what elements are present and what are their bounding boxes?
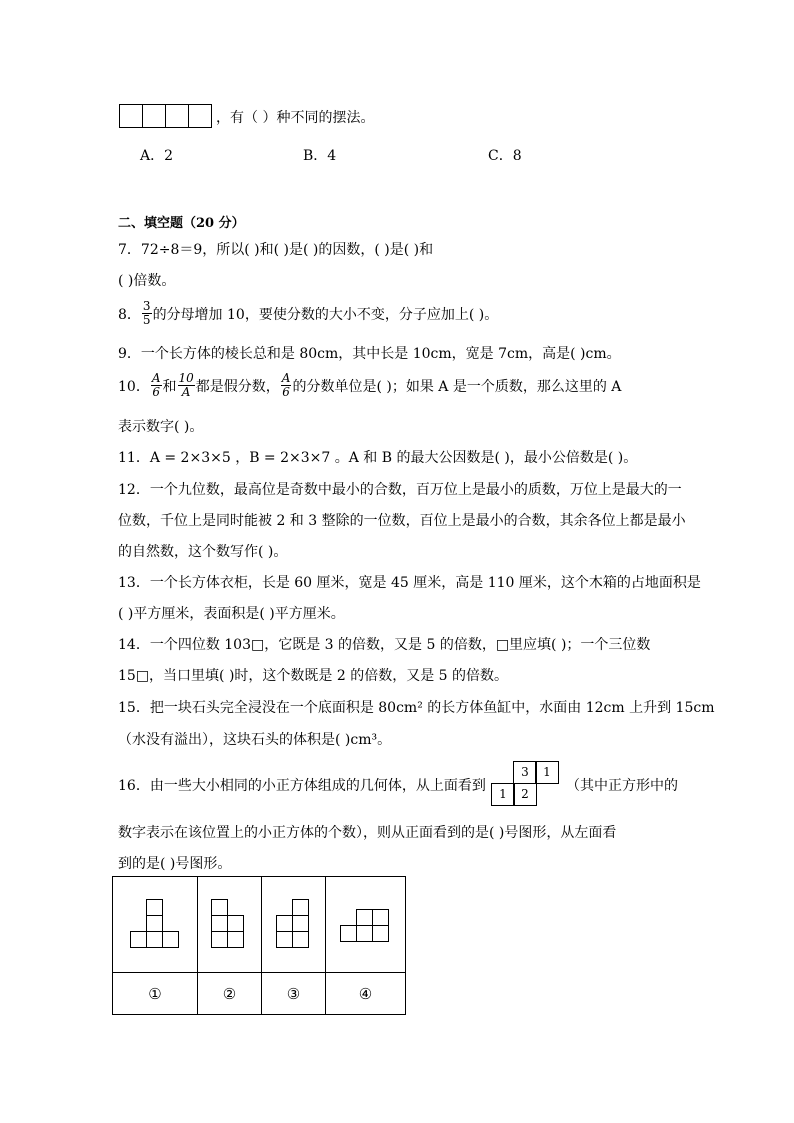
unit-square	[356, 909, 373, 926]
box	[165, 104, 189, 128]
figure-1	[113, 877, 197, 972]
unit-square	[146, 915, 163, 932]
unit-square	[146, 899, 163, 916]
unit-square	[276, 915, 293, 932]
figure-label-3: ③	[262, 973, 326, 1015]
unit-square	[162, 931, 179, 948]
unit-square	[227, 915, 244, 932]
unit-square	[276, 931, 293, 948]
q8-frac-num: 3	[142, 299, 151, 313]
q8-fraction	[142, 300, 152, 327]
q10-f1-den: 6	[152, 385, 160, 399]
q6-tail: ，有（ ）种不同的摆法。	[216, 110, 375, 126]
figure-1-cell	[113, 877, 198, 973]
figure-4-cell	[326, 877, 406, 973]
q10-f2-den: A	[181, 385, 191, 399]
grid-cell: 2	[513, 783, 537, 806]
q8-text: 的分母增加 10，要使分数的大小不变，分子应加上( )。	[152, 306, 499, 323]
q16-line2: 数字表示在该位置上的小正方体的个数），则从正面看到的是( )号图形，从左面看	[118, 825, 617, 841]
unit-square	[211, 915, 228, 932]
q7-line2: ( )倍数。	[118, 273, 176, 289]
q16-line3: 到的是( )号图形。	[118, 856, 232, 872]
q13-line2: ( )平方厘米，表面积是( )平方厘米。	[118, 606, 345, 622]
q10	[118, 372, 621, 399]
q6-option-a[interactable]: A．2	[140, 148, 174, 164]
q14-line2: 15□，当口里填( )时，这个数既是 2 的倍数，又是 5 的倍数。	[118, 668, 509, 684]
q10-tail: 的分数单位是( )；如果 A 是一个质数，那么这里的 A	[292, 378, 622, 395]
q16-line1-post: （其中正方形中的	[566, 778, 678, 794]
unit-square	[372, 925, 389, 942]
q9: 9．一个长方体的棱长总和是 80cm，其中长是 10cm，宽是 7cm，高是( )cm。	[118, 346, 621, 362]
grid-cell: 3	[513, 761, 537, 784]
unit-square	[292, 931, 309, 948]
unit-square	[340, 925, 357, 942]
q10-mid: 都是假分数，	[195, 378, 280, 395]
q10-line2: 表示数字( )。	[118, 419, 204, 435]
q10-fraction-2	[178, 372, 195, 399]
q15-line2: （水没有溢出），这块石头的体积是( )cm³。	[118, 732, 392, 748]
box	[142, 104, 166, 128]
figure-3-cell	[262, 877, 326, 973]
q10-number: 10．	[118, 378, 150, 395]
q12-line3: 的自然数，这个数写作( )。	[118, 544, 288, 560]
figure-4	[326, 877, 405, 972]
unit-square	[292, 899, 309, 916]
q6-option-c[interactable]: C．8	[488, 148, 522, 164]
q10-fraction-1	[151, 372, 162, 399]
top-view-grid	[490, 761, 560, 805]
q10-and: 和	[162, 378, 177, 395]
unit-square	[211, 931, 228, 948]
section-title: 二、填空题（20 分）	[118, 216, 245, 231]
views-table	[112, 876, 406, 1015]
q10-f1-num: A	[151, 371, 161, 385]
q16-line1-pre: 16．由一些大小相同的小正方体组成的几何体，从上面看到	[118, 778, 486, 794]
unit-square	[292, 915, 309, 932]
q13-line1: 13．一个长方体衣柜，长是 60 厘米，宽是 45 厘米，高是 110 厘米，这个木箱的占地面积是	[118, 575, 701, 591]
figure-3	[262, 877, 325, 972]
q8	[118, 300, 498, 327]
figure-2-cell	[198, 877, 262, 973]
unit-square	[211, 899, 228, 916]
unit-square	[130, 931, 147, 948]
q11: 11．A = 2×3×5 ，B = 2×3×7 。A 和 B 的最大公因数是( )，最小公倍数是( )。	[118, 450, 638, 466]
unit-square	[372, 909, 389, 926]
q10-f2-num: 10	[178, 371, 194, 385]
q14-line1: 14．一个四位数 103□，它既是 3 的倍数，又是 5 的倍数，□里应填( )；一个三位数	[118, 637, 651, 653]
box	[119, 104, 143, 128]
q10-f3-den: 6	[282, 385, 290, 399]
figure-label-4: ④	[326, 973, 406, 1015]
q10-f3-num: A	[281, 371, 291, 385]
unit-square	[146, 931, 163, 948]
unit-square	[356, 925, 373, 942]
figure-2	[198, 877, 261, 972]
arrangement-boxes	[120, 104, 212, 128]
q7-line1: 7．72÷8＝9，所以( )和( )是( )的因数，( )是( )和	[118, 242, 434, 258]
q12-line1: 12．一个九位数，最高位是奇数中最小的合数，百万位上是最小的质数，万位上是最大的一	[118, 482, 682, 498]
q6-option-b[interactable]: B．4	[303, 148, 337, 164]
box	[188, 104, 212, 128]
figure-label-2: ②	[198, 973, 262, 1015]
grid-cell: 1	[535, 761, 559, 784]
figure-label-1: ①	[113, 973, 198, 1015]
q10-fraction-3	[281, 372, 292, 399]
grid-cell: 1	[491, 783, 515, 806]
q15-line1: 15．把一块石头完全浸没在一个底面积是 80cm² 的长方体鱼缸中，水面由 12cm 上升到 15cm	[118, 700, 715, 716]
unit-square	[227, 931, 244, 948]
q8-number: 8．	[118, 306, 141, 323]
q8-frac-den: 5	[142, 313, 151, 327]
q12-line2: 位数，千位上是同时能被 2 和 3 整除的一位数，百位上是最小的合数，其余各位上都是最小	[118, 513, 686, 529]
